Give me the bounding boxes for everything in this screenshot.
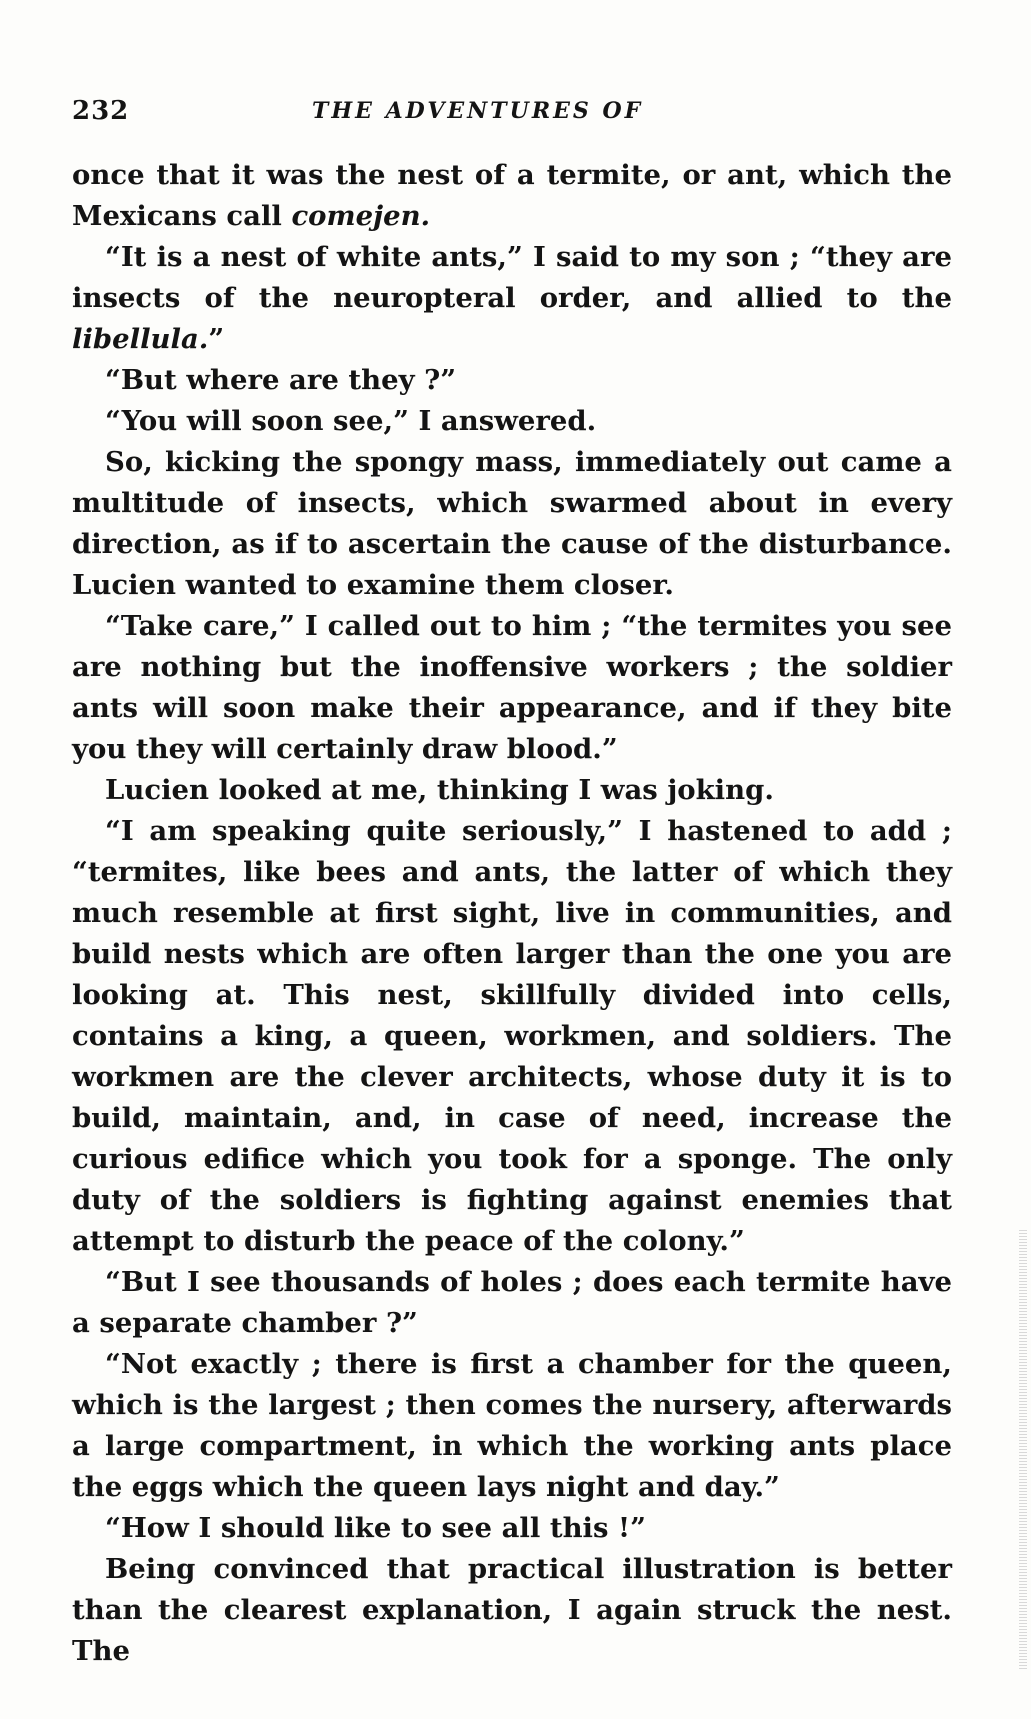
paragraph: Being convinced that practical illustration is better than the clearest explanation, I again struck the nest. The: [72, 1553, 952, 1667]
paragraph: So, kicking the spongy mass, immediately out came a multitude of insects, which swarmed about in every direction, as if to ascertain the cause of the disturbance. Lucien wanted to examine them closer.: [72, 446, 952, 601]
paragraph: “Not exactly ; there is first a chamber for the queen, which is the largest ; then comes the nursery, afterwards a large compartment, in which the working ants place the eggs which the queen lays night and day.”: [72, 1348, 952, 1503]
paragraph: once that it was the nest of a termite, or ant, which the Mexicans call comejen.: [72, 159, 952, 232]
page-header: [72, 96, 952, 136]
paragraph: “I am speaking quite seriously,” I hastened to add ; “termites, like bees and ants, the latter of which they much resemble at first sight, live in communities, and build nests which are often larger than the one you are looking at. This nest, skillfully divided into cells, contains a king, a queen, workmen, and soldiers. The workmen are the clever architects, whose duty it is to build, maintain, and, in case of need, increase the curious edifice which you took for a sponge. The only duty of the soldiers is fighting against enemies that attempt to disturb the peace of the colony.”: [72, 815, 952, 1257]
paragraph: “You will soon see,” I answered.: [105, 405, 597, 437]
paragraph: “Take care,” I called out to him ; “the termites you see are nothing but the inoffensive workers ; the soldier ants will soon make their appearance, and if they bite you they will certainly draw blood.”: [72, 610, 952, 765]
paragraph: “But where are they ?”: [105, 364, 457, 396]
scan-edge-speckle: [1019, 1230, 1027, 1670]
paragraph: “But I see thousands of holes ; does each termite have a separate chamber ?”: [72, 1266, 952, 1339]
paragraph: “How I should like to see all this !”: [105, 1512, 646, 1544]
paragraph: Lucien looked at me, thinking I was joking.: [105, 774, 774, 806]
running-head: THE ADVENTURES OF: [312, 98, 644, 124]
body-text: [72, 155, 952, 1672]
paragraph: “It is a nest of white ants,” I said to my son ; “they are insects of the neuropteral order, and allied to the libellula.”: [72, 241, 952, 355]
page-number: 232: [72, 96, 130, 126]
